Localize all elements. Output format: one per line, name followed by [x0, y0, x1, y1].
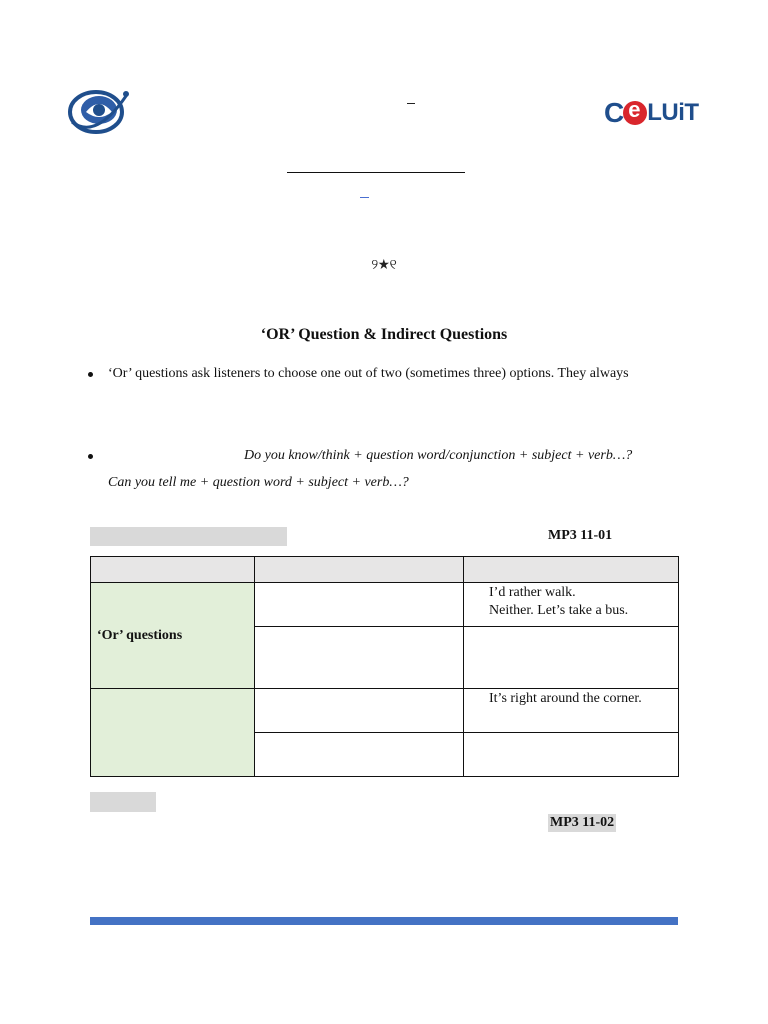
- table-row-label: [91, 689, 255, 776]
- table-cell: [255, 733, 464, 776]
- bullet-dot: [88, 372, 93, 377]
- section-ornament: ୨★୧: [371, 258, 397, 273]
- bullet-or-questions: ‘Or’ questions ask listeners to choose one out of two (sometimes three) options. They always: [108, 366, 629, 381]
- header-dash: [407, 103, 415, 104]
- header-underline: [287, 172, 465, 173]
- table-cell: [464, 733, 678, 776]
- logo-letter-c: C: [604, 97, 624, 128]
- bullet-indirect-formula-2: Can you tell me + question word + subject + verb…?: [108, 475, 409, 490]
- table-cell: [255, 689, 464, 733]
- answer-line: Neither. Let’s take a bus.: [489, 603, 629, 618]
- table-cell: [255, 627, 464, 689]
- table-header-cell: [91, 557, 255, 583]
- bullet-indirect-formula-1: Do you know/think + question word/conjunction + subject + verb…?: [244, 448, 633, 463]
- table-header-cell: [464, 557, 678, 583]
- table-cell: [464, 689, 678, 733]
- header-link-dash: [360, 197, 369, 198]
- examples-table: [90, 556, 679, 777]
- table-cell: [464, 583, 678, 627]
- logo-e-badge: [623, 98, 647, 128]
- logo-letter-e: e: [628, 97, 641, 122]
- section-heading-highlight: [90, 792, 156, 812]
- table-row-label: [91, 583, 255, 689]
- table-cell: [255, 583, 464, 627]
- section-heading-highlight: [90, 527, 287, 546]
- mp3-track-label: MP3 11-01: [548, 528, 613, 543]
- page-title: ‘OR’ Question & Indirect Questions: [260, 326, 508, 343]
- row-label-or-questions: ‘Or’ questions: [97, 627, 183, 643]
- answer-line: It’s right around the corner.: [489, 691, 642, 706]
- table-header-cell: [255, 557, 464, 583]
- mp3-track-label: MP3 11-02: [550, 815, 615, 830]
- table-cell: [464, 627, 678, 689]
- university-logo-icon: [66, 82, 130, 138]
- answer-line: I’d rather walk.: [489, 585, 576, 600]
- bullet-dot: [88, 454, 93, 459]
- footer-divider: [90, 917, 678, 925]
- logo-letters-rest: LUiT: [647, 99, 699, 126]
- celuit-logo: [604, 95, 699, 131]
